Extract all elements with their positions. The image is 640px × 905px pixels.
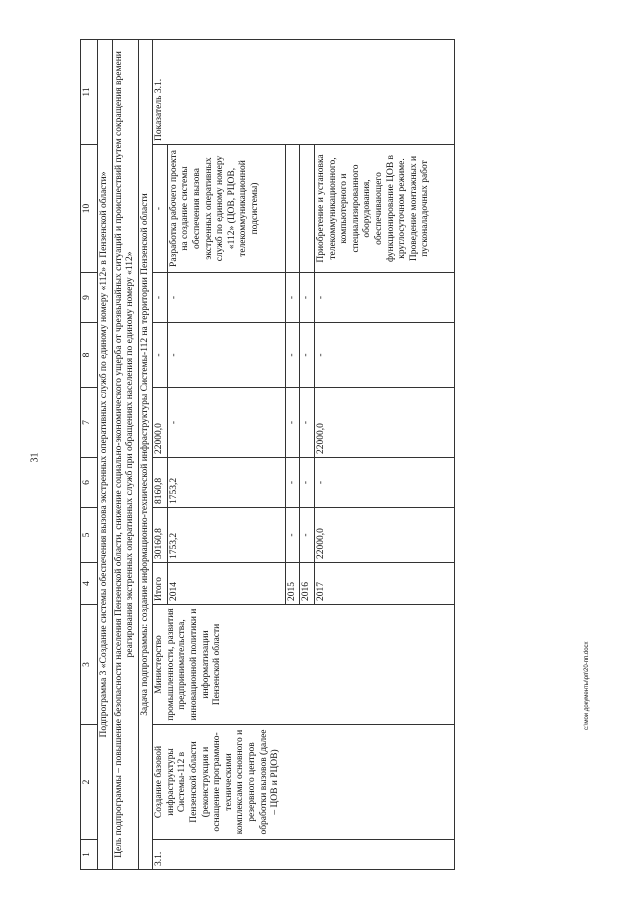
col-header: 10 bbox=[81, 145, 98, 273]
other-cell: - bbox=[315, 273, 455, 323]
subprogram-title: Подпрограмма 3 «Создание системы обеспечения вызова экстренных оперативных служб по единому номеру «112» в Пензенской области» bbox=[98, 40, 113, 870]
col-header: 2 bbox=[81, 725, 98, 840]
result-cell: - bbox=[153, 145, 168, 273]
measure-name: Создание базовой инфраструктуры Системы-112 в Пензенской области (реконструкция и оснащение программно-техническими комплексами основного и резервного центров обработки вызовов (далее – ЦОВ и РЦОВ) bbox=[153, 725, 455, 840]
rotated-table-sheet bbox=[80, 40, 610, 870]
program-table bbox=[80, 39, 455, 870]
local-cell: - bbox=[315, 323, 455, 388]
column-number-row bbox=[81, 40, 98, 870]
col-header: 7 bbox=[81, 388, 98, 458]
local-cell: - bbox=[300, 323, 315, 388]
col-header: 6 bbox=[81, 458, 98, 508]
other-cell: - bbox=[153, 273, 168, 323]
footer-file-path: c:\мои документы\рп\20-пп.docx bbox=[584, 641, 590, 730]
local-cell: - bbox=[167, 323, 285, 388]
subprogram-task: Задача подпрограммы: создание информационно-технической инфраструктуры Системы-112 на территории Пензенской области bbox=[138, 40, 153, 870]
result-cell bbox=[300, 145, 315, 273]
local-cell: - bbox=[285, 323, 300, 388]
federal-cell: - bbox=[167, 388, 285, 458]
budget-cell: 1753,2 bbox=[167, 458, 285, 508]
col-header: 1 bbox=[81, 840, 98, 870]
total-cell: - bbox=[285, 508, 300, 563]
year-cell: 2017 bbox=[315, 563, 455, 605]
budget-cell: - bbox=[315, 458, 455, 508]
federal-cell: - bbox=[285, 388, 300, 458]
budget-cell: - bbox=[285, 458, 300, 508]
federal-cell: 22000,0 bbox=[315, 388, 455, 458]
total-cell: 1753,2 bbox=[167, 508, 285, 563]
other-cell: - bbox=[285, 273, 300, 323]
year-cell: Итого bbox=[153, 563, 168, 605]
row-number: 3.1. bbox=[153, 840, 455, 870]
col-header: 11 bbox=[81, 40, 98, 145]
executor: Министерство промышленности, развития предпринимательства, инновационной политики и информатизации Пензенской области bbox=[153, 605, 455, 725]
result-cell: Приобретение и установка телекоммуникационного, компьютерного и специализированного оборудования, обеспечивающего функционирование ЦОВ в круглосуточном режиме. Проведение монтажных и пусконаладочных работ bbox=[315, 145, 455, 273]
col-header: 5 bbox=[81, 508, 98, 563]
other-cell: - bbox=[300, 273, 315, 323]
indicator: Показатель 3.1. bbox=[153, 40, 455, 145]
local-cell: - bbox=[153, 323, 168, 388]
page-number: 31 bbox=[29, 452, 41, 463]
subprogram-goal: Цель подпрограммы – повышение безопасности населения Пензенской области, снижение социально-экономического ущерба от чрезвычайных ситуаций и происшествий путем сокращения времени реагирования экстренных оперативных служб при обращениях населения по единому номеру «112» bbox=[112, 40, 138, 870]
total-cell: 30160,8 bbox=[153, 508, 168, 563]
col-header: 4 bbox=[81, 563, 98, 605]
federal-cell: 22000,0 bbox=[153, 388, 168, 458]
year-cell: 2014 bbox=[167, 563, 285, 605]
total-cell: - bbox=[300, 508, 315, 563]
other-cell: - bbox=[167, 273, 285, 323]
year-cell: 2015 bbox=[285, 563, 300, 605]
total-cell: 22000,0 bbox=[315, 508, 455, 563]
col-header: 8 bbox=[81, 323, 98, 388]
federal-cell: - bbox=[300, 388, 315, 458]
col-header: 9 bbox=[81, 273, 98, 323]
budget-cell: - bbox=[300, 458, 315, 508]
table-row bbox=[153, 40, 168, 870]
budget-cell: 8160,8 bbox=[153, 458, 168, 508]
result-cell bbox=[285, 145, 300, 273]
col-header: 3 bbox=[81, 605, 98, 725]
result-cell: Разработка рабочего проекта на создание системы обеспечения вызова экстренных оперативных служб по единому номеру «112» (ЦОВ, РЦОВ, телекоммуникационной подсистемы) bbox=[167, 145, 285, 273]
year-cell: 2016 bbox=[300, 563, 315, 605]
